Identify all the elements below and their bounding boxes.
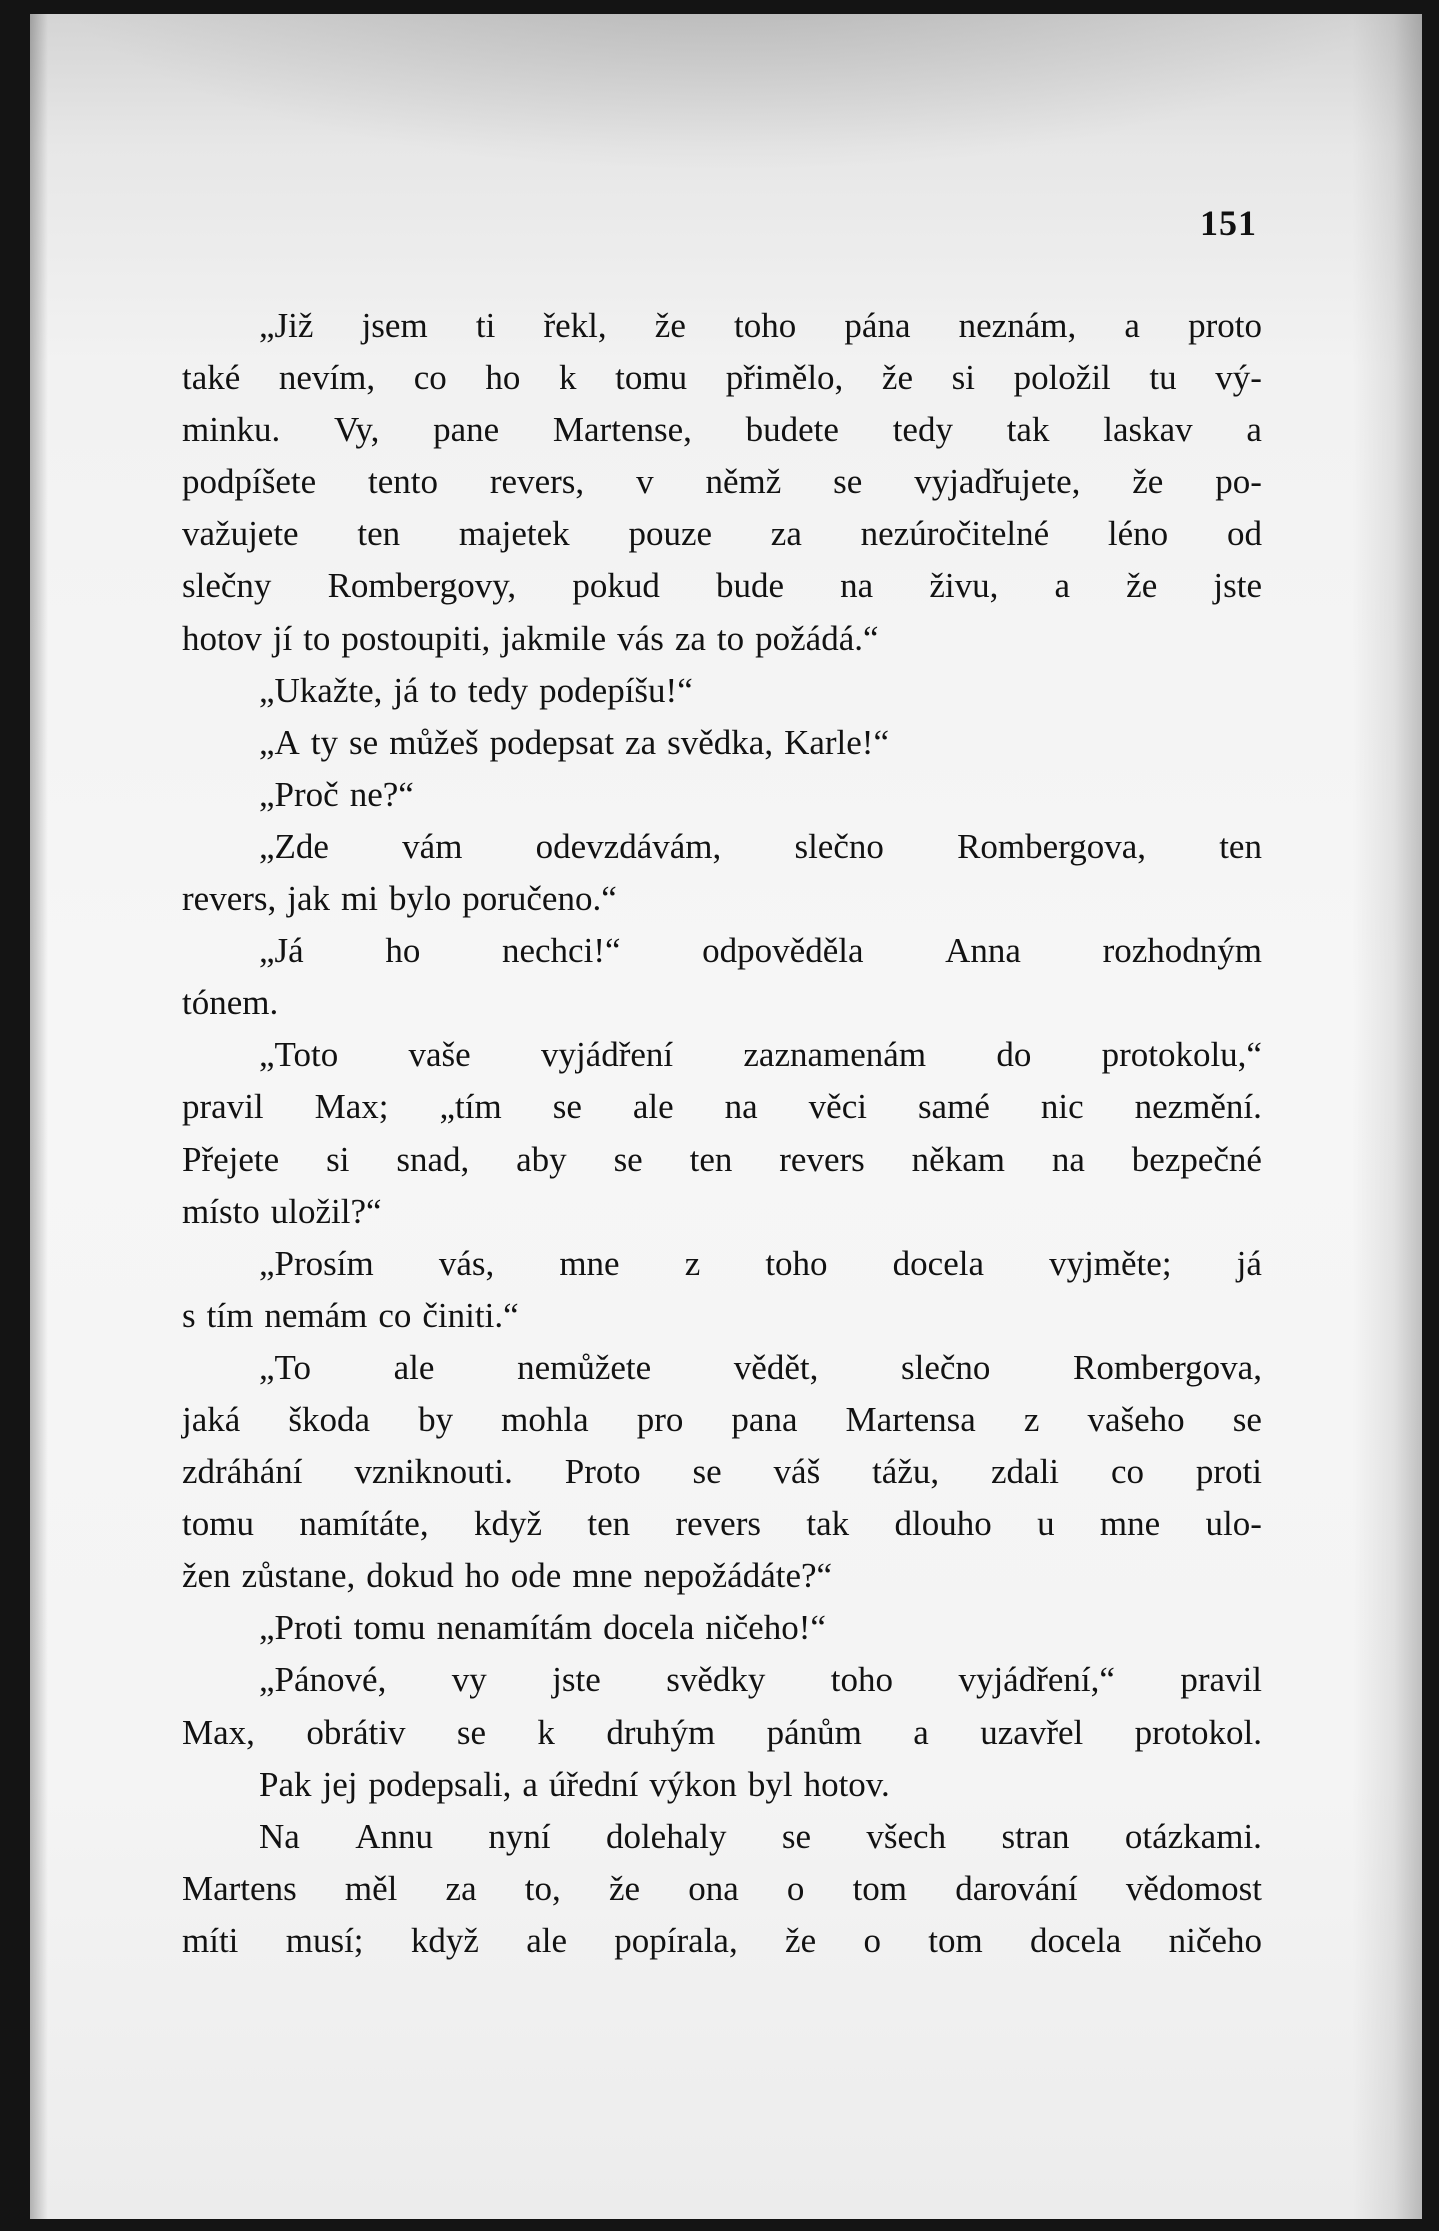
text-line: tomu namítáte, když ten revers tak dlouho u mne ulo-: [182, 1504, 1262, 1544]
page-number: 151: [1200, 203, 1257, 243]
text-line: s tím nemám co činiti.“: [182, 1295, 519, 1335]
text-line: minku. Vy, pane Martense, budete tedy tak laskav a: [182, 410, 1262, 450]
text-line: „Proti tomu nenamítám docela ničeho!“: [259, 1608, 826, 1648]
book-page: [30, 14, 1422, 2219]
text-line: pravil Max; „tím se ale na věci samé nic nezmění.: [182, 1087, 1262, 1127]
text-line: míti musí; když ale popírala, že o tom docela ničeho: [182, 1920, 1262, 1960]
text-line: Na Annu nyní dolehaly se všech stran otázkami.: [259, 1816, 1262, 1856]
text-line: slečny Rombergovy, pokud bude na živu, a že jste: [182, 566, 1262, 606]
text-line: také nevím, co ho k tomu přimělo, že si položil tu vý-: [182, 358, 1262, 398]
text-line: „Prosím vás, mne z toho docela vyjměte; já: [259, 1243, 1262, 1283]
text-line: Martens měl za to, že ona o tom darování vědomost: [182, 1868, 1262, 1908]
text-line: „Ukažte, já to tedy podepíšu!“: [259, 670, 693, 710]
text-line: „Pánové, vy jste svědky toho vyjádření,“ pravil: [259, 1660, 1262, 1700]
text-line: zdráhání vzniknouti. Proto se váš tážu, zdali co proti: [182, 1452, 1262, 1492]
text-line: tónem.: [182, 983, 279, 1023]
text-line: važujete ten majetek pouze za nezúročitelné léno od: [182, 514, 1262, 554]
text-line: podpíšete tento revers, v němž se vyjadřujete, že po-: [182, 462, 1262, 502]
text-line: Max, obrátiv se k druhým pánům a uzavřel protokol.: [182, 1712, 1262, 1752]
text-line: místo uložil?“: [182, 1191, 382, 1231]
body-text: [182, 300, 1262, 1967]
text-line: „Zde vám odevzdávám, slečno Rombergova, ten: [259, 826, 1262, 866]
text-line: Pak jej podepsali, a úřední výkon byl hotov.: [259, 1764, 890, 1804]
text-line: „A ty se můžeš podepsat za svědka, Karle!“: [259, 722, 889, 762]
binding-shadow: [30, 14, 48, 2219]
text-line: žen zůstane, dokud ho ode mne nepožádáte?“: [182, 1556, 833, 1596]
text-line: „Již jsem ti řekl, že toho pána neznám, a proto: [259, 306, 1262, 345]
text-line: Přejete si snad, aby se ten revers někam na bezpečné: [182, 1139, 1262, 1179]
text-line: „To ale nemůžete vědět, slečno Rombergova,: [259, 1347, 1262, 1387]
text-line: revers, jak mi bylo poručeno.“: [182, 879, 617, 919]
text-line: „Já ho nechci!“ odpověděla Anna rozhodným: [259, 931, 1262, 971]
text-line: „Proč ne?“: [259, 774, 414, 814]
text-line: jaká škoda by mohla pro pana Martensa z vašeho se: [182, 1399, 1262, 1439]
text-line: hotov jí to postoupiti, jakmile vás za to požádá.“: [182, 618, 879, 658]
text-line: „Toto vaše vyjádření zaznamenám do protokolu,“: [259, 1035, 1262, 1075]
